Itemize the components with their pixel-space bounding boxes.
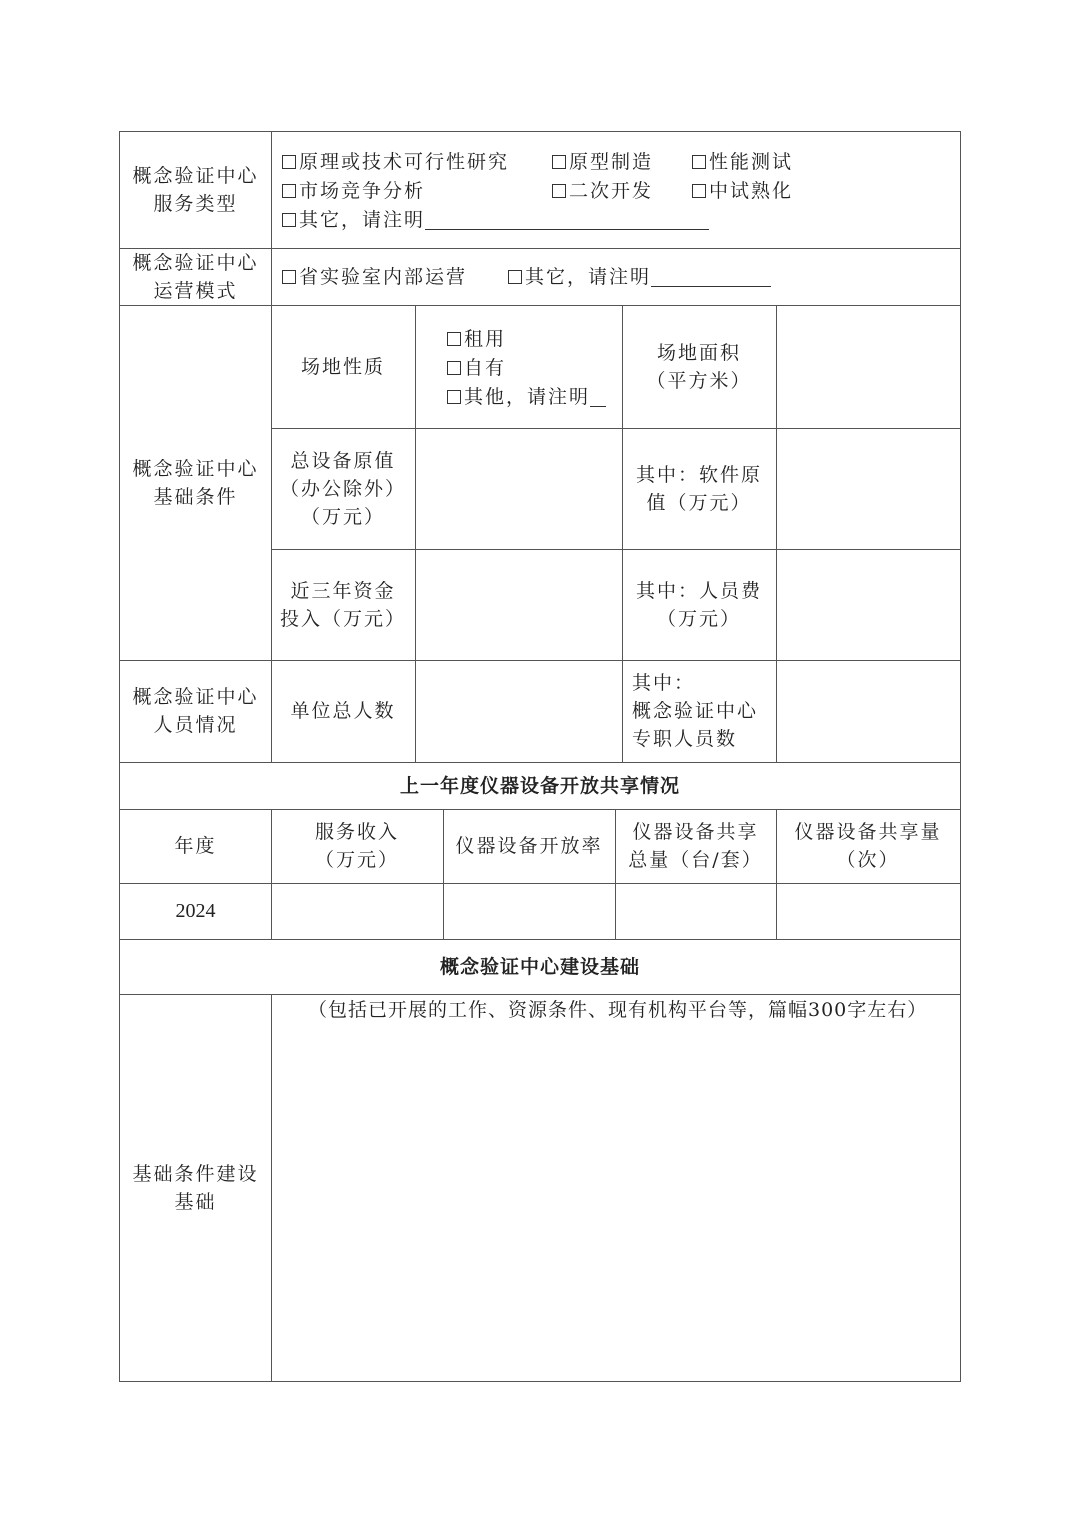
option-performance-test[interactable] xyxy=(692,148,793,176)
option-label: 原型制造 xyxy=(569,151,654,173)
other-fill-line[interactable] xyxy=(651,266,771,287)
option-secondary-dev[interactable] xyxy=(552,177,653,205)
option-label: 性能测试 xyxy=(709,151,794,173)
checkbox[interactable] xyxy=(447,361,461,375)
label-line: 其中：软件原 xyxy=(635,463,762,486)
label-line: （万元） xyxy=(300,505,385,528)
personnel-cost-label xyxy=(622,549,776,660)
option-label: 市场竞争分析 xyxy=(299,180,426,202)
sharing-section-title xyxy=(120,762,960,809)
option-other-mode[interactable] xyxy=(508,263,771,291)
foundation-hint: （包括已开展的工作、资源条件、现有机构平台等，篇幅300字左右） xyxy=(308,999,928,1021)
option-rented[interactable] xyxy=(447,325,506,353)
option-internal-operation[interactable] xyxy=(282,263,467,291)
checkbox[interactable] xyxy=(692,184,706,198)
label-line: 值（万元） xyxy=(646,491,752,514)
label-line: 运营模式 xyxy=(153,279,238,302)
application-form-table xyxy=(119,131,961,1382)
label-line: 概念验证中心 xyxy=(632,700,759,722)
option-prototype[interactable] xyxy=(552,148,653,176)
col-divider xyxy=(271,994,272,1381)
fulltime-staff-label xyxy=(632,660,776,762)
total-staff-cell[interactable] xyxy=(415,660,622,762)
checkbox[interactable] xyxy=(282,213,296,227)
site-area-value-cell[interactable] xyxy=(776,305,960,428)
label-line: 投入（万元） xyxy=(279,607,406,630)
option-label: 原理或技术可行性研究 xyxy=(299,151,510,173)
checkbox[interactable] xyxy=(282,155,296,169)
fulltime-staff-cell[interactable] xyxy=(776,660,960,762)
option-label: 省实验室内部运营 xyxy=(299,266,468,288)
col-income-header xyxy=(271,809,443,883)
option-label: 中试熟化 xyxy=(709,180,794,202)
equipment-value-cell[interactable] xyxy=(415,428,622,549)
total-value-cell[interactable] xyxy=(615,883,776,939)
software-value-label xyxy=(622,428,776,549)
label-line: 总量（台/套） xyxy=(628,849,763,871)
cell-text: 2024 xyxy=(175,900,216,922)
option-other-site[interactable] xyxy=(447,383,606,411)
option-label: 二次开发 xyxy=(569,180,654,202)
cell-text: 场地性质 xyxy=(300,355,385,378)
label-line: 其中： xyxy=(632,672,696,694)
label-line: 专职人员数 xyxy=(632,728,738,750)
label-line: 概念验证中心 xyxy=(132,686,259,708)
label-line: 基础条件 xyxy=(153,485,238,508)
funding-label xyxy=(271,549,415,660)
foundation-label xyxy=(120,994,271,1381)
label-line: 人员情况 xyxy=(153,714,238,736)
option-label: 其它，请注明 xyxy=(299,209,426,231)
other-fill-line[interactable] xyxy=(425,209,709,230)
option-label: 自有 xyxy=(464,357,507,379)
label-line: 仪器设备共享 xyxy=(632,821,759,843)
option-label: 租用 xyxy=(464,328,507,350)
option-label: 其他，请注明 xyxy=(464,386,591,408)
label-line: 服务收入 xyxy=(314,821,399,843)
label-line: 概念验证中心 xyxy=(132,165,259,187)
amount-value-cell[interactable] xyxy=(776,883,960,939)
checkbox[interactable] xyxy=(552,184,566,198)
option-other[interactable] xyxy=(282,206,709,234)
staff-label xyxy=(120,660,271,762)
site-nature-label xyxy=(271,305,415,428)
option-label: 其它，请注明 xyxy=(525,266,652,288)
col-open-rate-header xyxy=(443,809,615,883)
site-area-label xyxy=(622,305,776,428)
label-line: 基础条件建设 xyxy=(132,1162,259,1185)
checkbox[interactable] xyxy=(447,390,461,404)
other-fill-line[interactable] xyxy=(590,386,606,407)
col-amount-header xyxy=(776,809,960,883)
foundation-section-title xyxy=(120,939,960,994)
checkbox[interactable] xyxy=(508,270,522,284)
label-line: 总设备原值 xyxy=(290,449,396,472)
checkbox[interactable] xyxy=(692,155,706,169)
label-line: 场地面积 xyxy=(656,341,741,364)
label-line: （次） xyxy=(836,849,900,871)
total-staff-label xyxy=(271,660,415,762)
foundation-text-area[interactable] xyxy=(308,996,958,1379)
label-line: （平方米） xyxy=(646,369,752,392)
col-total-header xyxy=(615,809,776,883)
checkbox[interactable] xyxy=(552,155,566,169)
label-line: 概念验证中心 xyxy=(132,251,259,274)
operation-mode-label xyxy=(120,248,271,305)
label-line: 服务类型 xyxy=(153,193,238,215)
cell-text: 仪器设备开放率 xyxy=(455,835,603,857)
personnel-cost-cell[interactable] xyxy=(776,549,960,660)
option-feasibility[interactable] xyxy=(282,148,509,176)
software-value-cell[interactable] xyxy=(776,428,960,549)
checkbox[interactable] xyxy=(282,184,296,198)
label-line: 仪器设备共享量 xyxy=(794,821,942,843)
option-pilot[interactable] xyxy=(692,177,793,205)
basic-conditions-label xyxy=(120,305,271,660)
label-line: （办公除外） xyxy=(279,477,406,500)
option-owned[interactable] xyxy=(447,354,506,382)
income-value-cell[interactable] xyxy=(271,883,443,939)
checkbox[interactable] xyxy=(282,270,296,284)
label-line: 近三年资金 xyxy=(290,579,396,602)
equipment-value-label xyxy=(271,428,415,549)
checkbox[interactable] xyxy=(447,332,461,346)
cell-text: 年度 xyxy=(174,835,217,857)
open-rate-value-cell[interactable] xyxy=(443,883,615,939)
section-title: 上一年度仪器设备开放共享情况 xyxy=(399,774,680,797)
section-title: 概念验证中心建设基础 xyxy=(439,955,640,978)
option-market-analysis[interactable] xyxy=(282,177,425,205)
label-line: 概念验证中心 xyxy=(132,457,259,480)
year-value xyxy=(120,883,271,939)
funding-cell[interactable] xyxy=(415,549,622,660)
service-type-label xyxy=(120,132,271,248)
cell-text: 单位总人数 xyxy=(290,700,396,722)
label-line: 其中：人员费 xyxy=(635,579,762,602)
label-line: （万元） xyxy=(656,607,741,630)
col-year-header xyxy=(120,809,271,883)
label-line: （万元） xyxy=(314,849,399,871)
label-line: 基础 xyxy=(174,1190,217,1213)
